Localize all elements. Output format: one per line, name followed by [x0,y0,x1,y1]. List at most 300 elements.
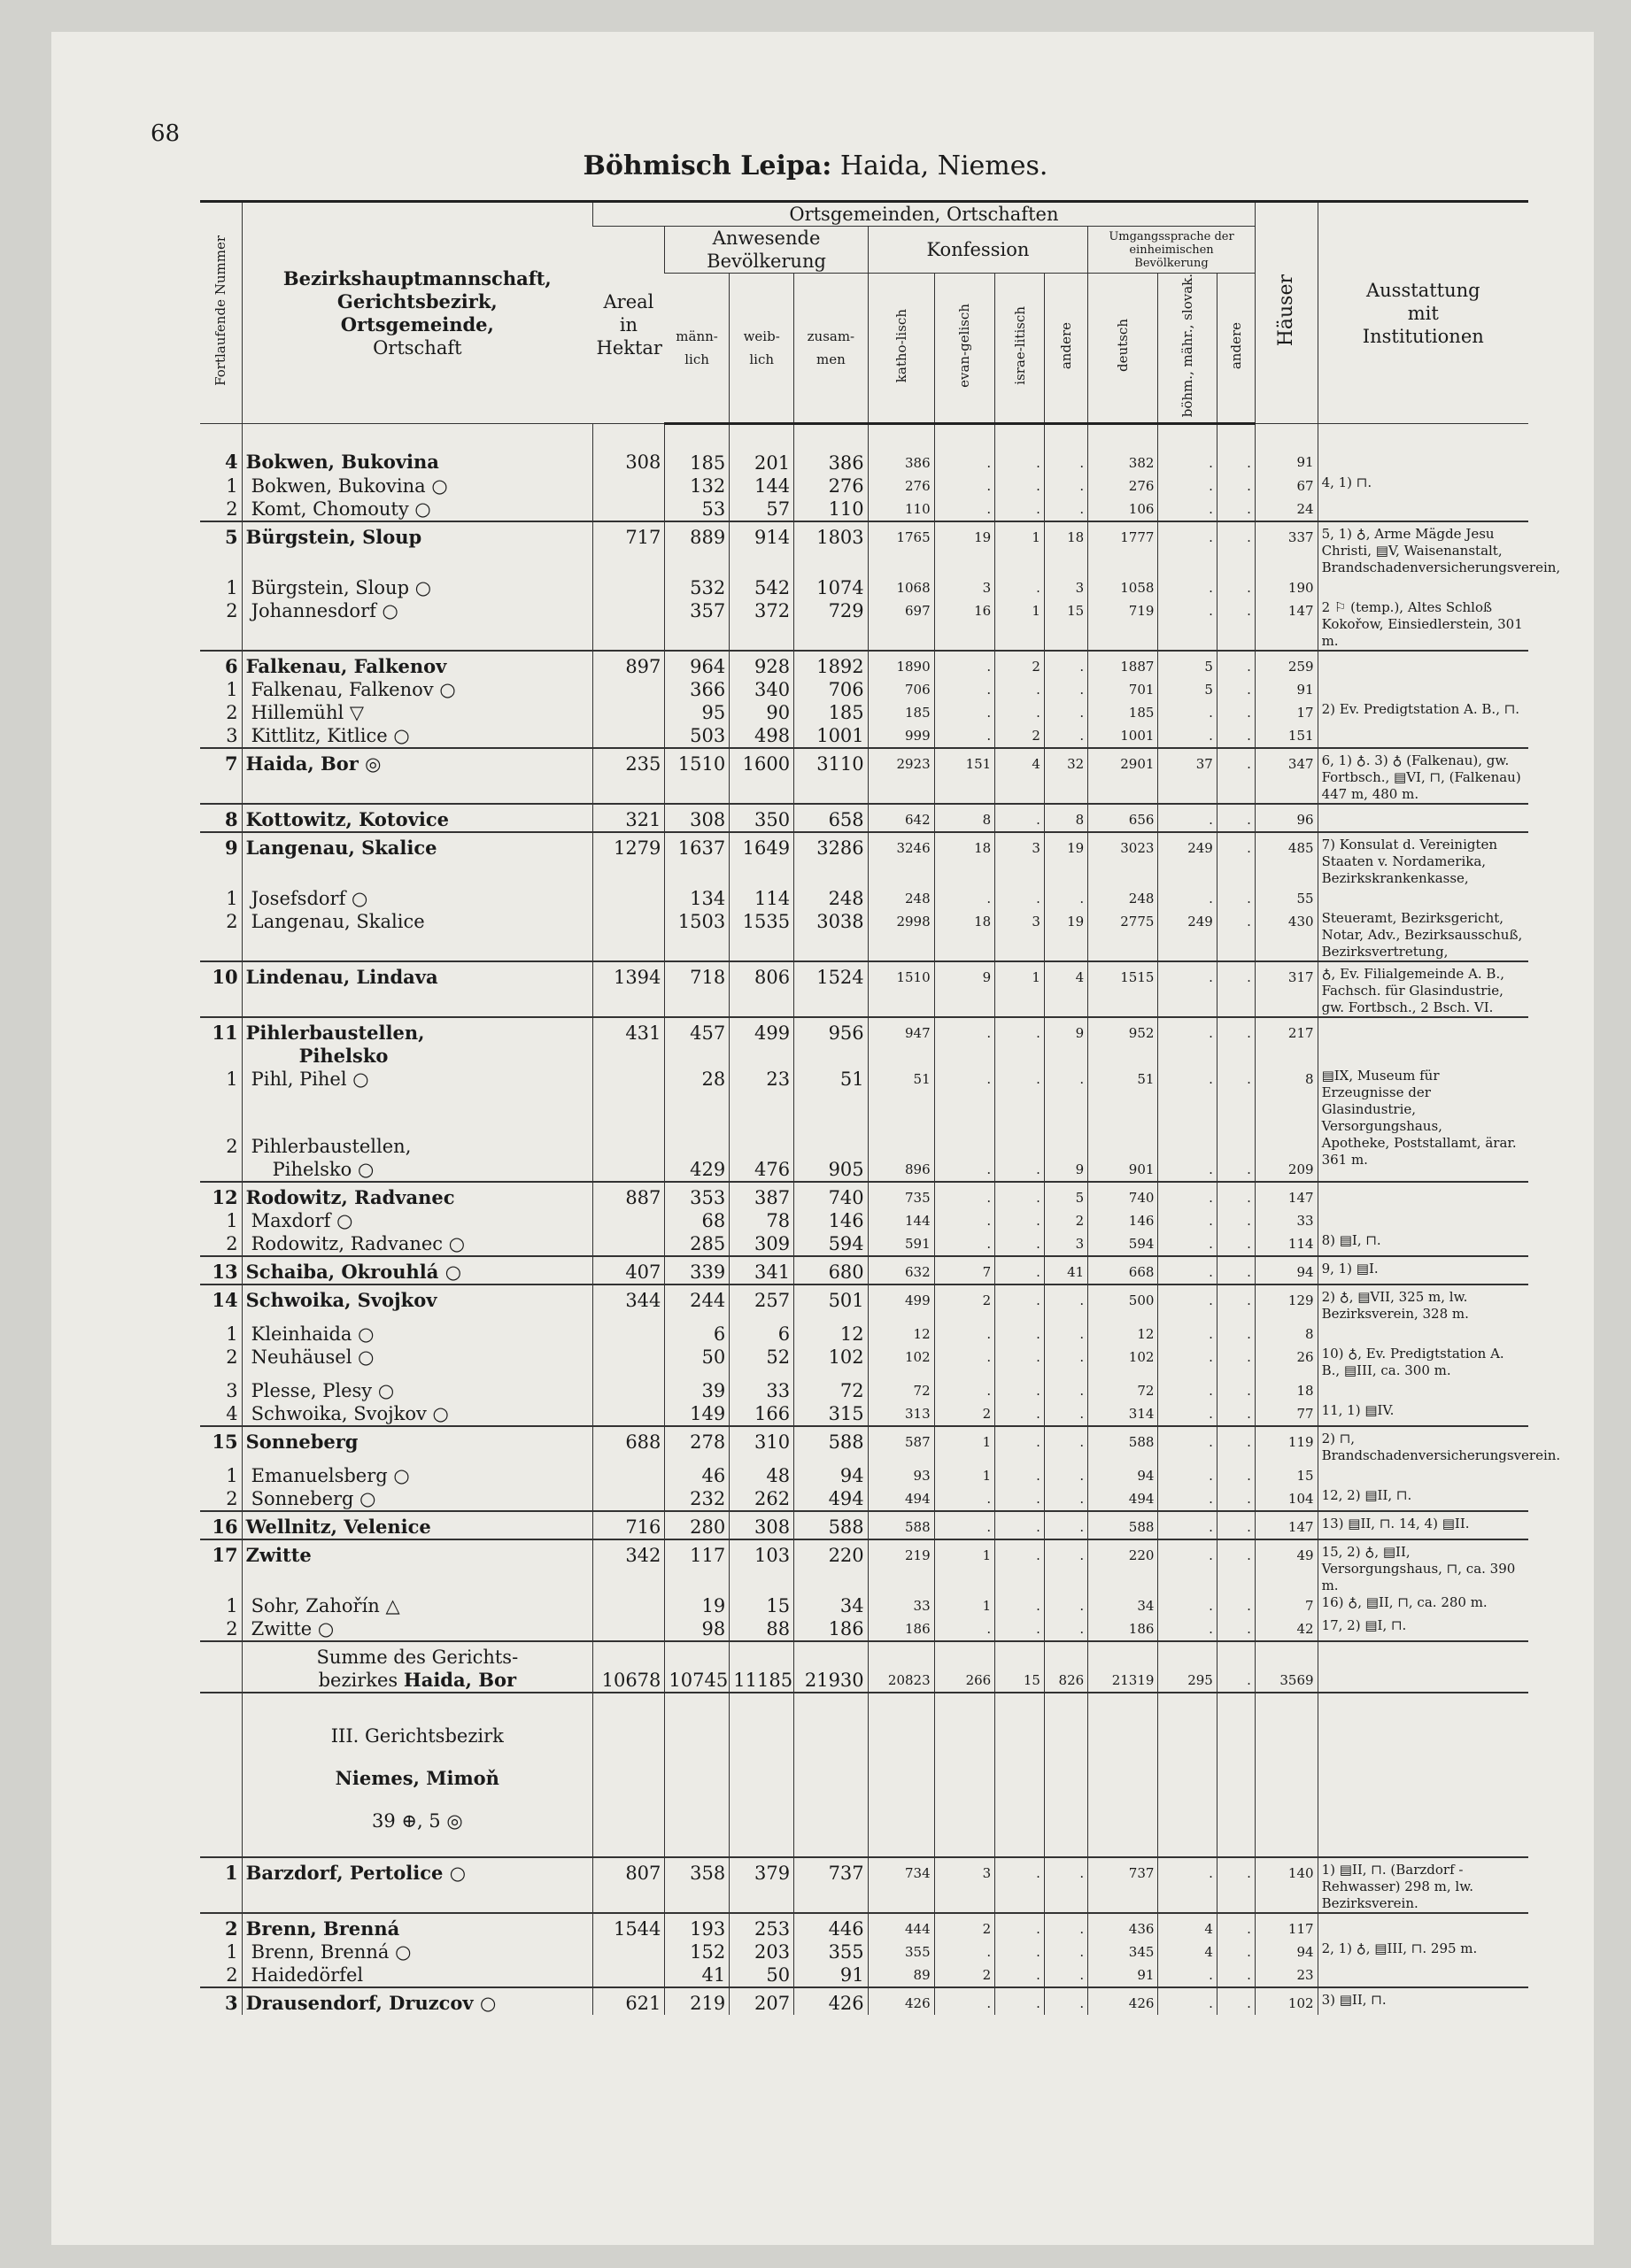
cell-oth: . [1217,576,1255,599]
cell-kath: 1765 [868,521,934,576]
cell-name: Schwoika, Svojkov [242,1284,592,1323]
cell-nr: 1 [226,1068,238,1091]
cell-z: 386 [794,424,869,475]
cell-m: 244 [665,1284,730,1323]
cell-isr: . [995,1913,1045,1940]
cell-z: 146 [794,1209,869,1232]
header-ortsgemeinden: Ortsgemeinden, Ortschaften [593,202,1256,227]
header-andere-konfession: andere [1044,274,1087,424]
cell-kath: 1068 [868,576,934,599]
cell-cz: . [1158,1068,1217,1135]
cell-h: 26 [1255,1346,1318,1379]
cell-kath: 102 [868,1346,934,1379]
cell-areal: 716 [593,1511,665,1539]
cell-oth: . [1217,1232,1255,1256]
table-row-locality [200,1594,1528,1617]
cell-kath: 72 [868,1379,934,1402]
cell-areal: 887 [593,1182,665,1209]
cell-oth: . [1217,1594,1255,1617]
table-row-municipality [200,1539,1528,1594]
cell-nr: 1 [226,1941,238,1963]
cell-oth: . [1217,832,1255,887]
cell-kath: 706 [868,678,934,701]
cell-kath: 632 [868,1256,934,1284]
cell-isr: . [995,1487,1045,1511]
cell-cz: . [1158,1379,1217,1402]
table-row-locality [200,1379,1528,1402]
cell-de: 51 [1088,1068,1158,1135]
header-areal: Areal in Hektar [593,227,665,424]
cell-name: Bokwen, Bukovina [242,424,592,475]
cell-w: 88 [730,1617,794,1641]
cell-cz: . [1158,1617,1217,1641]
cell-ev: . [934,498,995,521]
cell-isr: 1 [995,599,1045,651]
cell-z: 494 [794,1487,869,1511]
cell-de: 220 [1088,1539,1158,1594]
cell-oth: . [1217,1135,1255,1182]
cell-de: 91 [1088,1963,1158,1987]
cell-kath: 591 [868,1232,934,1256]
cell-cz: . [1158,887,1217,910]
cell-z: 3038 [794,910,869,961]
cell-h: 147 [1255,599,1318,651]
cell-institutions: 2) ⊓, Brandschadenversicherungsverein. [1318,1426,1528,1464]
cell-and: . [1044,1913,1087,1940]
table-row-municipality [200,1017,1528,1068]
cell-z: 446 [794,1913,869,1940]
cell-nr: 8 [200,804,242,832]
section-header: III. Gerichtsbezirk Niemes, Mimoň 39 ⊕, 5 ◎ [242,1693,592,1857]
cell-and: . [1044,1617,1087,1641]
cell-oth: . [1217,1182,1255,1209]
cell-name: Rodowitz, Radvanec ○ [242,1232,592,1256]
cell-nr: 12 [200,1182,242,1209]
cell-w: 144 [730,474,794,498]
table-row-locality [200,1963,1528,1987]
cell-w: 1600 [730,748,794,804]
cell-oth: . [1217,1487,1255,1511]
table-row-municipality [200,832,1528,887]
table-row-municipality [200,1256,1528,1284]
cell-kath: 144 [868,1209,934,1232]
cell-z: 185 [794,701,869,724]
cell-isr: . [995,804,1045,832]
cell-areal: 717 [593,521,665,576]
cell-ev: . [934,1017,995,1068]
cell-isr: . [995,1464,1045,1487]
cell-and: . [1044,1464,1087,1487]
cell-h: 140 [1255,1857,1318,1913]
cell-oth: . [1217,651,1255,678]
cell-m: 366 [665,678,730,701]
cell-nr: 7 [200,748,242,804]
cell-and: . [1044,424,1087,475]
cell-institutions: Steueramt, Bezirksgericht, Notar, Adv., Bezirksausschuß, Bezirksvertretung, [1318,910,1528,961]
cell-z: 3286 [794,832,869,887]
cell-name: Bürgstein, Sloup [242,521,592,576]
header-weiblich: weib-lich [730,274,794,424]
table-row-locality [200,1487,1528,1511]
cell-h: 77 [1255,1402,1318,1426]
cell-oth: . [1217,599,1255,651]
cell-kath: 735 [868,1182,934,1209]
cell-h: 7 [1255,1594,1318,1617]
cell-nr: 11 [200,1017,242,1068]
cell-name: Brenn, Brenná [242,1913,592,1940]
table-row-municipality [200,1987,1528,2015]
cell-m: 152 [665,1940,730,1963]
cell-nr: 1 [226,1323,238,1346]
header-deutsch: deutsch [1088,274,1158,424]
cell-kath: 587 [868,1426,934,1464]
cell-w: 341 [730,1256,794,1284]
cell-de: 186 [1088,1617,1158,1641]
cell-name: Pihlerbaustellen, Pihelsko [242,1017,592,1068]
cell-m: 285 [665,1232,730,1256]
cell-de: 1887 [1088,651,1158,678]
cell-oth: . [1217,474,1255,498]
cell-de: 276 [1088,474,1158,498]
table-row-municipality [200,748,1528,804]
header-katholisch: katho-lisch [868,274,934,424]
cell-isr: . [995,1323,1045,1346]
cell-cz: 249 [1158,832,1217,887]
cell-ev: 1 [934,1539,995,1594]
cell-areal: 235 [593,748,665,804]
cell-institutions: 3) ▤II, ⊓. [1318,1987,1528,2015]
cell-kath: 276 [868,474,934,498]
cell-kath: 697 [868,599,934,651]
cell-z: 426 [794,1987,869,2015]
cell-h: 67 [1255,474,1318,498]
cell-cz: 37 [1158,748,1217,804]
cell-de: 94 [1088,1464,1158,1487]
cell-z: 905 [794,1135,869,1182]
cell-z: 737 [794,1857,869,1913]
cell-nr: 2 [226,702,238,724]
cell-w: 23 [730,1068,794,1135]
cell-de: 1001 [1088,724,1158,748]
cell-nr: 2 [226,1136,238,1158]
cell-oth: . [1217,1068,1255,1135]
cell-and: 9 [1044,1017,1087,1068]
cell-cz: . [1158,1464,1217,1487]
cell-z: 706 [794,678,869,701]
cell-areal: 807 [593,1857,665,1913]
cell-institutions [1318,1379,1528,1402]
cell-name: Langenau, Skalice [242,832,592,887]
cell-m: 50 [665,1346,730,1379]
running-title [0,150,1631,181]
cell-nr: 1 [226,1465,238,1487]
cell-name: Schwoika, Svojkov ○ [242,1402,592,1426]
cell-name: Brenn, Brenná ○ [242,1940,592,1963]
cell-kath: 3246 [868,832,934,887]
cell-areal: 321 [593,804,665,832]
cell-kath: 1890 [868,651,934,678]
cell-institutions: 7) Konsulat d. Vereinigten Staaten v. Nordamerika, Bezirkskrankenkasse, [1318,832,1528,887]
header-zusammen: zusam-men [794,274,869,424]
cell-isr: . [995,474,1045,498]
cell-nr: 2 [226,1964,238,1986]
cell-name: Bokwen, Bukovina ○ [242,474,592,498]
cell-de: 3023 [1088,832,1158,887]
cell-name: Hillemühl ▽ [242,701,592,724]
cell-name: Rodowitz, Radvanec [242,1182,592,1209]
cell-institutions [1318,576,1528,599]
cell-areal [593,1963,665,1987]
cell-kath: 93 [868,1464,934,1487]
cell-name: Falkenau, Falkenov ○ [242,678,592,701]
cell-cz: 4 [1158,1913,1217,1940]
cell-w: 308 [730,1511,794,1539]
cell-h: 337 [1255,521,1318,576]
cell-z: 3110 [794,748,869,804]
cell-areal [593,599,665,651]
cell-z: 1074 [794,576,869,599]
cell-m: 457 [665,1017,730,1068]
cell-m: 46 [665,1464,730,1487]
header-evangelisch: evan-gelisch [934,274,995,424]
cell-areal [593,1617,665,1641]
cell-and: . [1044,724,1087,748]
cell-isr: . [995,1182,1045,1209]
cell-institutions [1318,1323,1528,1346]
table-row-municipality [200,1426,1528,1464]
cell-nr: 2 [226,600,238,622]
cell-oth: . [1217,1379,1255,1402]
cell-ev: 3 [934,576,995,599]
cell-isr: 2 [995,651,1045,678]
cell-ev: 3 [934,1857,995,1913]
cell-kath: 186 [868,1617,934,1641]
table-row-locality [200,576,1528,599]
cell-h: 33 [1255,1209,1318,1232]
cell-de: 1777 [1088,521,1158,576]
cell-w: 48 [730,1464,794,1487]
cell-institutions [1318,1464,1528,1487]
cell-ev: 1 [934,1594,995,1617]
summe-cz: 295 [1158,1641,1217,1693]
summe-kath: 20823 [868,1641,934,1693]
header-haeuser: Häuser [1255,202,1318,424]
cell-isr: 3 [995,832,1045,887]
cell-nr: 10 [200,961,242,1017]
table-row-municipality [200,1284,1528,1323]
cell-w: 499 [730,1017,794,1068]
cell-m: 1510 [665,748,730,804]
cell-name: Pihlerbaustellen, Pihelsko ○ [242,1135,592,1182]
cell-cz: . [1158,1232,1217,1256]
cell-w: 498 [730,724,794,748]
cell-m: 964 [665,651,730,678]
cell-z: 729 [794,599,869,651]
header-ausstattung: Ausstattung mit Institutionen [1318,202,1528,424]
cell-ev: 19 [934,521,995,576]
table-row-locality [200,1617,1528,1641]
cell-institutions: 17, 2) ▤I, ⊓. [1318,1617,1528,1641]
cell-areal [593,1464,665,1487]
cell-kath: 999 [868,724,934,748]
cell-institutions: 13) ▤II, ⊓. 14, 4) ▤II. [1318,1511,1528,1539]
table-row-locality [200,1232,1528,1256]
cell-kath: 12 [868,1323,934,1346]
cell-nr: 3 [226,1380,238,1402]
cell-and: 4 [1044,961,1087,1017]
cell-oth: . [1217,910,1255,961]
cell-w: 1649 [730,832,794,887]
table-row-locality [200,599,1528,651]
cell-areal [593,887,665,910]
cell-and: 8 [1044,804,1087,832]
cell-isr: . [995,1963,1045,1987]
cell-h: 317 [1255,961,1318,1017]
cell-m: 280 [665,1511,730,1539]
cell-institutions: 2) Ev. Predigtstation A. B., ⊓. [1318,701,1528,724]
cell-w: 207 [730,1987,794,2015]
cell-isr: . [995,1284,1045,1323]
summe-h: 3569 [1255,1641,1318,1693]
cell-nr: 14 [200,1284,242,1323]
cell-nr: 13 [200,1256,242,1284]
cell-w: 542 [730,576,794,599]
cell-institutions [1318,424,1528,475]
cell-w: 78 [730,1209,794,1232]
cell-oth: . [1217,748,1255,804]
cell-h: 114 [1255,1232,1318,1256]
cell-z: 956 [794,1017,869,1068]
cell-de: 185 [1088,701,1158,724]
cell-name: Kottowitz, Kotovice [242,804,592,832]
cell-w: 203 [730,1940,794,1963]
table-row-municipality [200,804,1528,832]
cell-kath: 2998 [868,910,934,961]
cell-w: 257 [730,1284,794,1323]
cell-name: Plesse, Plesy ○ [242,1379,592,1402]
cell-h: 104 [1255,1487,1318,1511]
cell-de: 719 [1088,599,1158,651]
summe-isr: 15 [995,1641,1045,1693]
cell-institutions: 4, 1) ⊓. [1318,474,1528,498]
table-row-locality [200,724,1528,748]
cell-name: Sonneberg [242,1426,592,1464]
cell-nr: 2 [200,1913,242,1940]
cell-name: Maxdorf ○ [242,1209,592,1232]
cell-institutions: ♁, Ev. Filialgemeinde A. B., Fachsch. für Glasindustrie, gw. Fortbsch., 2 Bsch. VI. [1318,961,1528,1017]
cell-m: 232 [665,1487,730,1511]
cell-z: 12 [794,1323,869,1346]
table-row-locality [200,1135,1528,1182]
section-niemes [200,1693,1528,1857]
cell-isr: . [995,1232,1045,1256]
cell-and: . [1044,1068,1087,1135]
cell-institutions: Apotheke, Poststallamt, ärar. 361 m. [1318,1135,1528,1182]
summe-m: 10745 [665,1641,730,1693]
cell-kath: 444 [868,1913,934,1940]
table-row-municipality [200,1511,1528,1539]
cell-kath: 89 [868,1963,934,1987]
cell-m: 1637 [665,832,730,887]
cell-institutions: 2, 1) ♁, ▤III, ⊓. 295 m. [1318,1940,1528,1963]
cell-isr: . [995,576,1045,599]
cell-z: 658 [794,804,869,832]
cell-h: 117 [1255,1913,1318,1940]
cell-m: 357 [665,599,730,651]
cell-w: 309 [730,1232,794,1256]
cell-de: 146 [1088,1209,1158,1232]
summe-label: Summe des Gerichts- bezirkes Haida, Bor [242,1641,592,1693]
cell-oth: . [1217,1963,1255,1987]
cell-h: 209 [1255,1135,1318,1182]
cell-isr: . [995,1256,1045,1284]
cell-z: 248 [794,887,869,910]
cell-isr: . [995,498,1045,521]
cell-de: 12 [1088,1323,1158,1346]
cell-ev: 2 [934,1284,995,1323]
cell-cz: . [1158,576,1217,599]
cell-m: 41 [665,1963,730,1987]
cell-m: 889 [665,521,730,576]
cell-h: 94 [1255,1940,1318,1963]
cell-institutions [1318,1017,1528,1068]
cell-name: Schaiba, Okrouhlá ○ [242,1256,592,1284]
cell-and: . [1044,1940,1087,1963]
cell-nr: 15 [200,1426,242,1464]
cell-oth: . [1217,804,1255,832]
summe-z: 21930 [794,1641,869,1693]
cell-cz: 5 [1158,651,1217,678]
cell-areal [593,1346,665,1379]
cell-areal: 344 [593,1284,665,1323]
cell-areal [593,1487,665,1511]
page-number: 68 [151,120,181,147]
cell-institutions: 9, 1) ▤I. [1318,1256,1528,1284]
cell-h: 18 [1255,1379,1318,1402]
cell-de: 382 [1088,424,1158,475]
summe-and: 826 [1044,1641,1087,1693]
cell-oth: . [1217,1017,1255,1068]
cell-isr: . [995,1379,1045,1402]
cell-name: Johannesdorf ○ [242,599,592,651]
cell-h: 24 [1255,498,1318,521]
cell-cz: . [1158,424,1217,475]
cell-de: 2901 [1088,748,1158,804]
cell-cz: . [1158,961,1217,1017]
cell-areal: 688 [593,1426,665,1464]
cell-h: 8 [1255,1068,1318,1135]
cell-w: 928 [730,651,794,678]
cell-cz: . [1158,1017,1217,1068]
cell-oth: . [1217,724,1255,748]
cell-nr: 1 [226,679,238,701]
cell-institutions [1318,1913,1528,1940]
cell-m: 193 [665,1913,730,1940]
cell-ev: 1 [934,1426,995,1464]
cell-cz: . [1158,1256,1217,1284]
cell-de: 1515 [1088,961,1158,1017]
cell-areal: 407 [593,1256,665,1284]
header-konfession: Konfession [868,227,1088,274]
table-row-locality [200,498,1528,521]
cell-areal [593,1209,665,1232]
cell-m: 185 [665,424,730,475]
statistics-table [200,200,1561,2015]
cell-isr: . [995,1857,1045,1913]
table-row-locality [200,1402,1528,1426]
cell-h: 347 [1255,748,1318,804]
cell-h: 430 [1255,910,1318,961]
